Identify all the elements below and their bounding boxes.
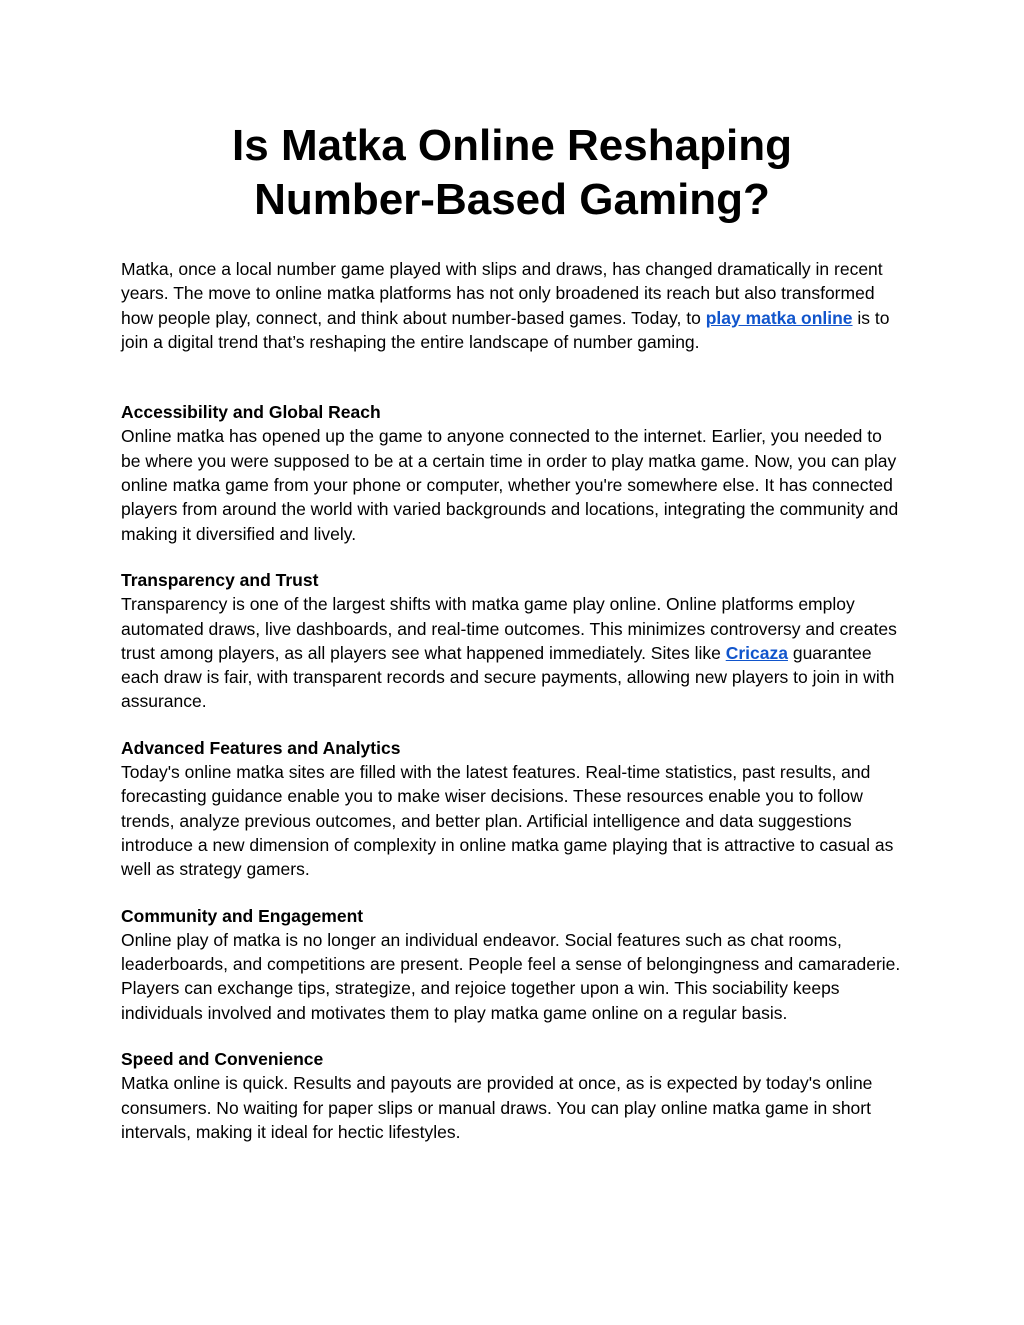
section-heading: Accessibility and Global Reach — [121, 402, 381, 423]
section-body: Today's online matka sites are filled with the latest features. Real-time statistics, past results, and forecasting guidance enable you to make wiser decisions. These resources enable you to follow trends, analyze previous outcomes, and better plan. Artificial intelligence and data suggestions introduce a new dimension of complexity in online matka game playing that is attractive to casual as well as strategy gamers. — [121, 762, 894, 880]
section-heading: Speed and Convenience — [121, 1049, 324, 1070]
title-line-2: Number-Based Gaming? — [254, 175, 770, 224]
section-body-after-link: guarantee each draw is fair, with transparent records and secure payments, allowing new players to join in with assurance. — [121, 642, 895, 712]
section-body — [121, 592, 903, 713]
section-heading: Transparency and Trust — [121, 569, 319, 590]
section-heading: Community and Engagement — [121, 905, 364, 926]
page-title — [121, 0, 903, 227]
intro-text-before-link: Matka, once a local number game played with slips and draws, has changed dramatically in recent years. The move to online matka platforms has not only broadened its reach but also transformed how people play, connect, and think about number-based games. Today, to — [121, 259, 883, 328]
section-transparency — [121, 568, 903, 714]
section-community — [121, 904, 903, 1025]
section-body-before-link: Transparency is one of the largest shifts with matka game play online. Online platforms employ automated draws, live dashboards, and real-time outcomes. This minimizes controversy and creates trust among players, as all players see what happened immediately. Sites like — [121, 594, 897, 663]
section-accessibility — [121, 400, 903, 546]
section-body: Online matka has opened up the game to anyone connected to the internet. Earlier, you needed to be where you were supposed to be at a certain time in order to play matka game. Now, you can play online matka game from your phone or computer, whether you're somewhere else. It has connected players from around the world with varied backgrounds and locations, integrating the community and making it diversified and lively. — [121, 426, 899, 544]
intro-paragraph — [121, 257, 903, 354]
intro-text-after-link: is to join a digital trend that’s reshaping the entire landscape of number gaming. — [121, 307, 890, 352]
title-line-1: Is Matka Online Reshaping — [232, 121, 792, 170]
section-body: Matka online is quick. Results and payouts are provided at once, as is expected by today's online consumers. No waiting for paper slips or manual draws. You can play online matka game in short intervals, making it ideal for hectic lifestyles. — [121, 1073, 873, 1142]
section-body: Online play of matka is no longer an individual endeavor. Social features such as chat rooms, leaderboards, and competitions are present. People feel a sense of belongingness and camaraderie. Players can exchange tips, strategize, and rejoice together upon a win. This sociability keeps individuals involved and motivates them to play matka game online on a regular basis. — [121, 929, 901, 1023]
section-heading: Advanced Features and Analytics — [121, 737, 401, 758]
section-advanced-features — [121, 736, 903, 882]
play-matka-online-link[interactable]: play matka online — [705, 307, 853, 328]
section-speed — [121, 1047, 903, 1144]
cricaza-link[interactable]: Cricaza — [725, 642, 788, 663]
